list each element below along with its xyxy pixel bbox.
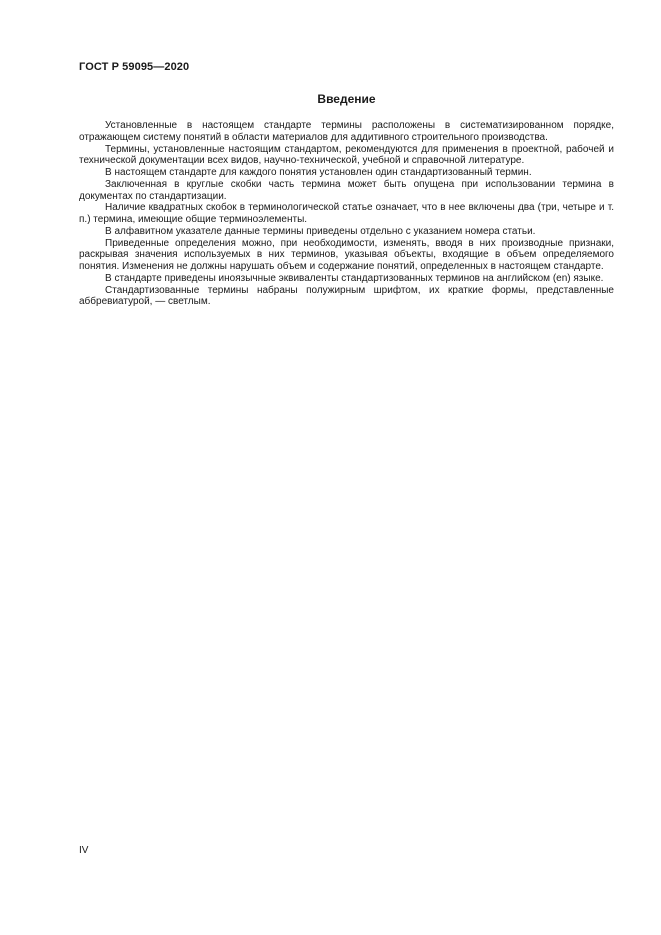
paragraph: В алфавитном указателе данные термины приведены отдельно с указанием номера статьи.	[105, 225, 536, 237]
paragraph: Заключенная в круглые скобки часть термина может быть опущена при использовании термина в документах по стандартизации.	[79, 178, 614, 202]
introduction-body	[79, 120, 614, 308]
document-id: ГОСТ Р 59095—2020	[79, 61, 190, 73]
paragraph: Термины, установленные настоящим стандартом, рекомендуются для применения в проектной, рабочей и технической документации всех видов, научно-технической, учебной и справочной литературе.	[79, 143, 614, 167]
paragraph: В стандарте приведены иноязычные эквиваленты стандартизованных терминов на английском (en) языке.	[105, 272, 604, 284]
paragraph: Наличие квадратных скобок в терминологической статье означает, что в нее включены два (три, четыре и т. п.) термина, имеющие общие терминоэлементы.	[79, 202, 614, 225]
paragraph: Приведенные определения можно, при необходимости, изменять, вводя в них производные признаки, раскрывая значения используемых в них терминов, указывая объекты, входящие в объем определяемого понятия. Изменения не должны нарушать объем и содержание понятий, определенных в настоящем стандарте.	[79, 237, 614, 272]
paragraph: В настоящем стандарте для каждого понятия установлен один стандартизованный термин.	[105, 167, 532, 178]
paragraph: Стандартизованные термины набраны полужирным шрифтом, их краткие формы, представленные аббревиатурой, — светлым.	[79, 284, 614, 308]
section-title: Введение	[317, 92, 376, 106]
paragraph: Установленные в настоящем стандарте термины расположены в систематизированном порядке, отражающем систему понятий в области материалов для аддитивного строительного производства.	[79, 120, 614, 143]
page-number: IV	[79, 845, 89, 856]
